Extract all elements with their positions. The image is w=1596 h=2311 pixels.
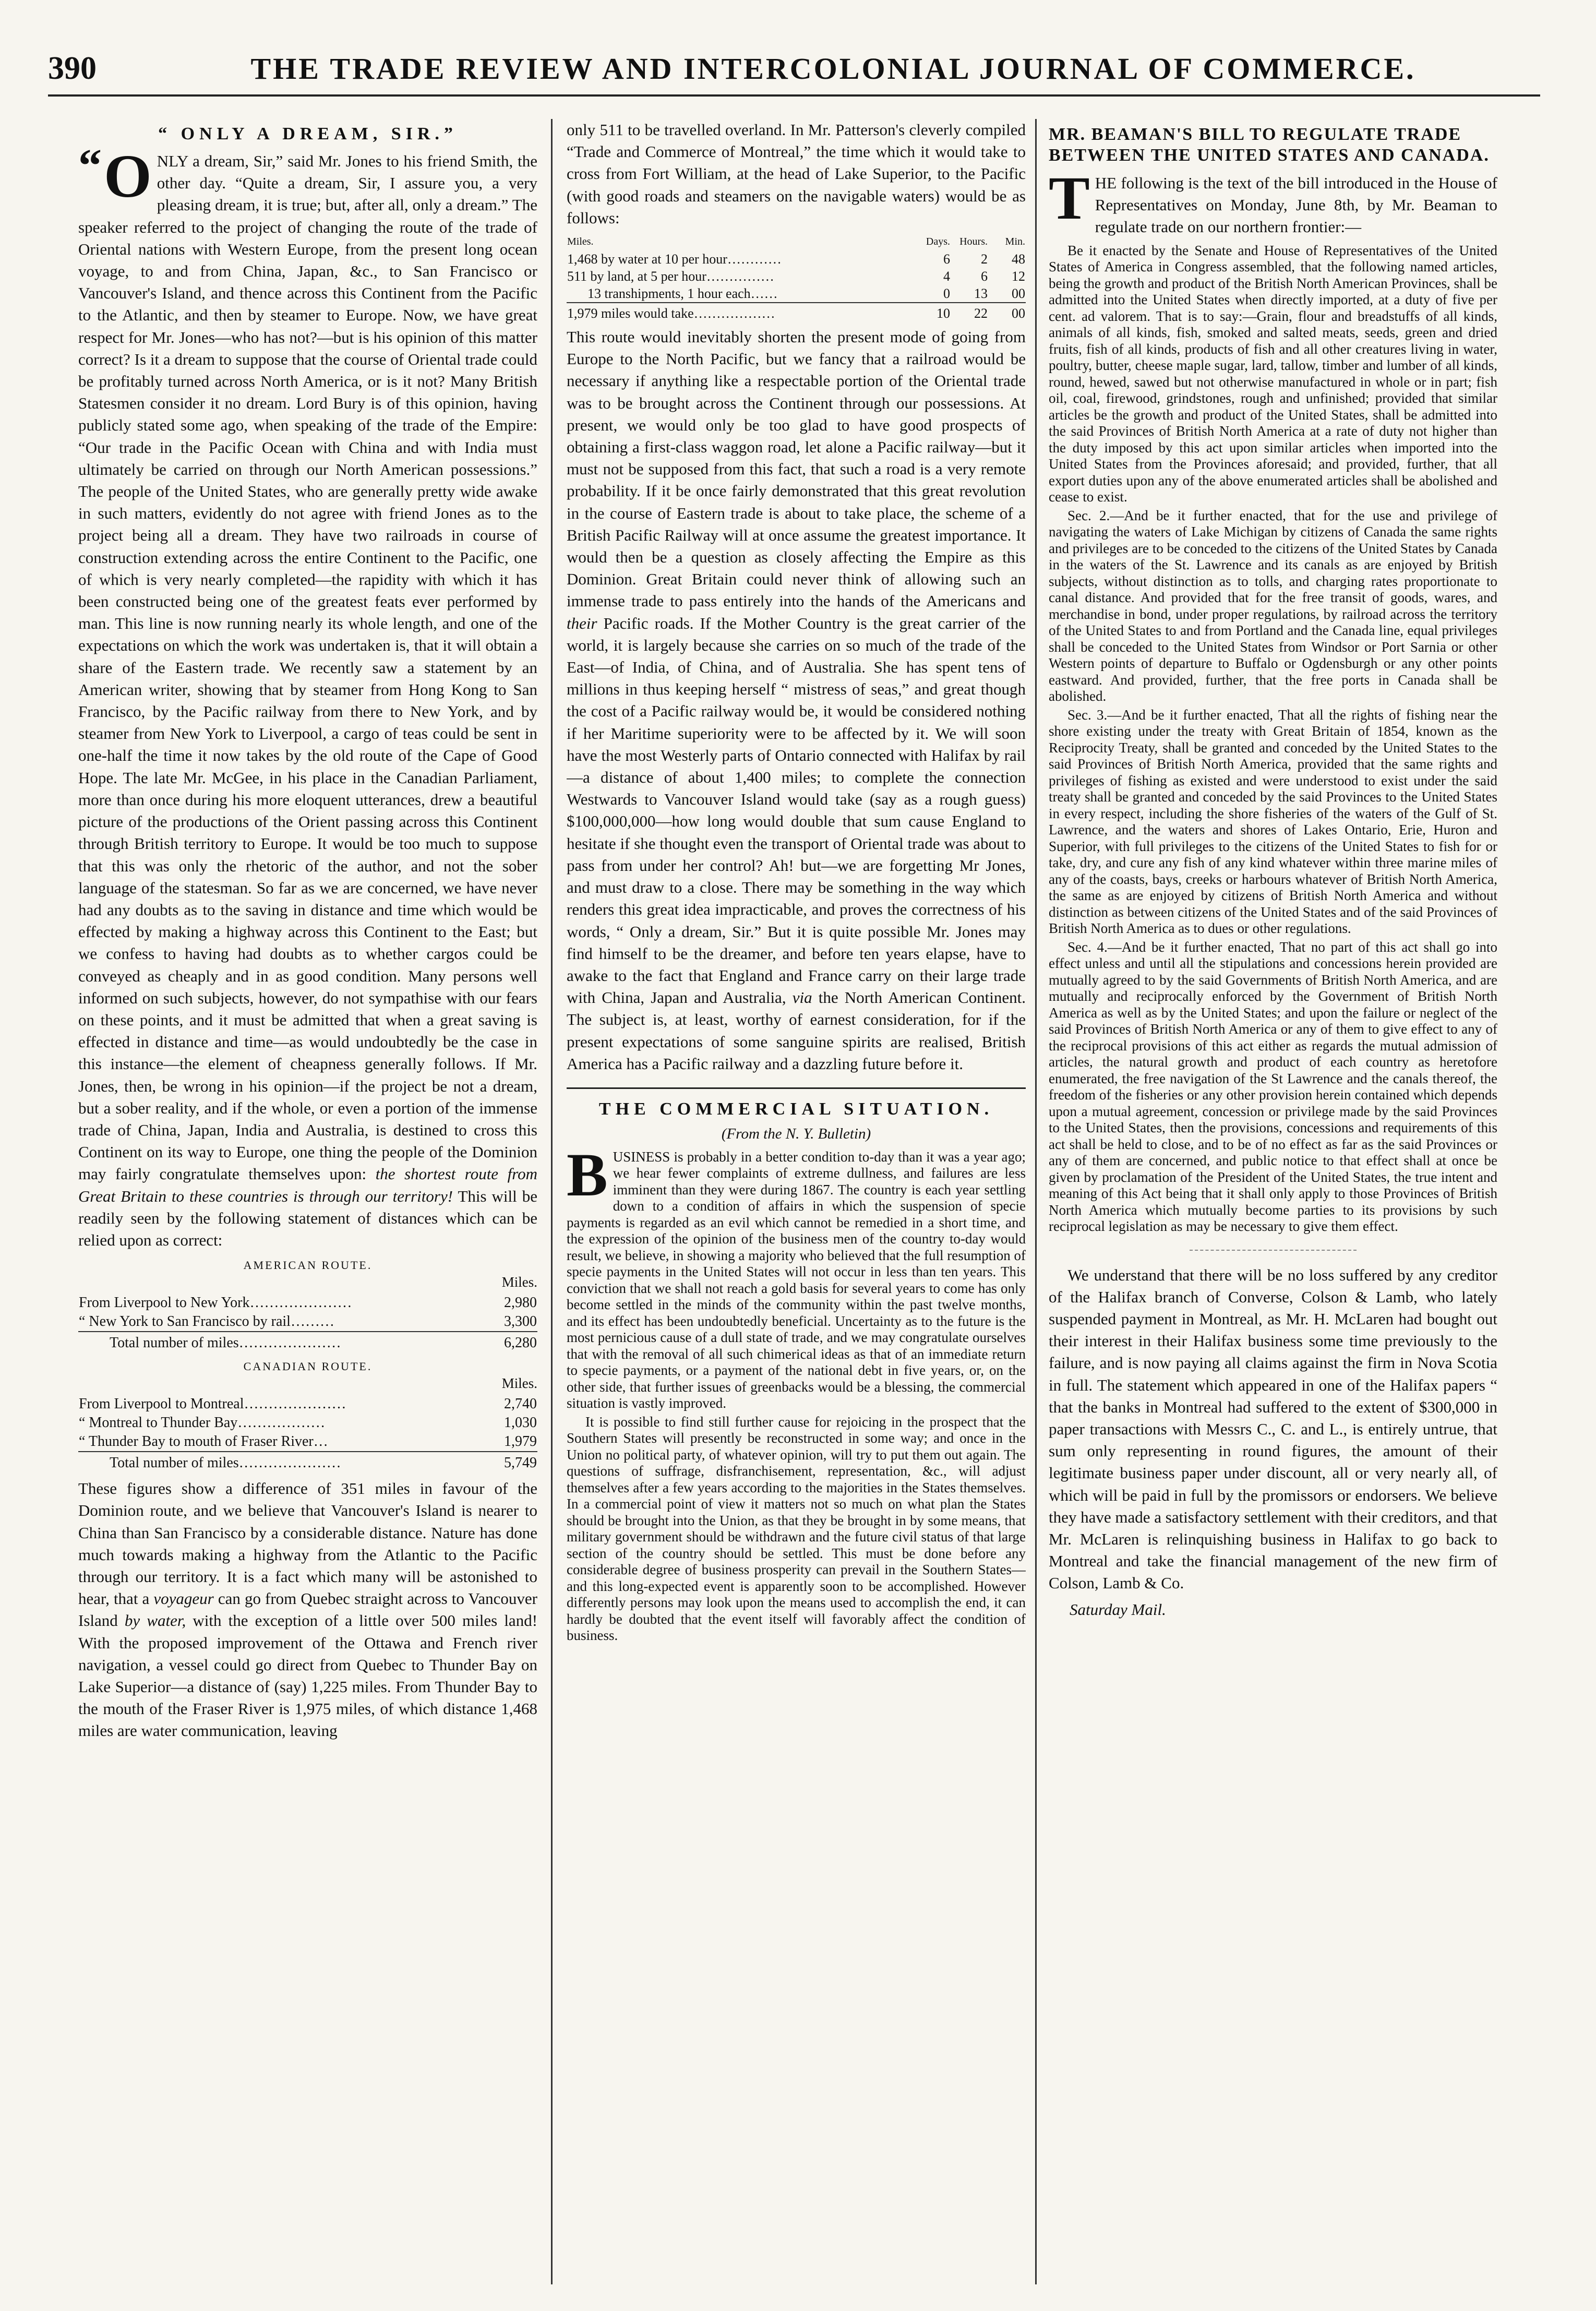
table-row (78, 1395, 537, 1414)
paragraph-text: This route would inevitably shorten the present mode of going from Europe to the North Pacific, but we fancy that a railroad would be necessary if anything like a respectable portion of the Oriental trade was to be brought across the Continent through our possessions. At present, we would only be too glad to have good prospects of obtaining a first-class waggon road, let alone a Pacific railway—but it must not be supposed from this fact, that such a road is a very remote probability. If it be once fairly demonstrated that this great revolution in the course of Eastern trade is about to take place, the scheme of a British Pacific Railway will at once assume the greatest importance. It would then be a question as closely affecting the Empire as this Dominion. Great Britain could never think of allowing such an immense trade to pass entirely into the hands of the Americans and (567, 328, 1026, 610)
article-title: MR. BEAMAN'S BILL TO REGULATE TRADE BETWEEN THE UNITED STATES AND CANADA. (1049, 125, 1490, 165)
miles-header: Miles. (501, 1274, 537, 1290)
paragraph-text: the North American Continent. The subject is, at least, worthy of earnest consideration, for if the present expectations of some sanguine spirits are realised, British America has a Pacific railway and a dazzling future before it. (567, 988, 1026, 1073)
paragraph-text: This will be readily seen by the following statement of distances which can be relied upon as correct: (78, 1187, 537, 1249)
article-divider (1190, 1250, 1357, 1251)
total-row (78, 1452, 537, 1472)
column-header: Miles. (567, 236, 594, 248)
bill-section: Sec. 3.—And be it further enacted, That all the rights of fishing near the shore existing under the treaty with Great Britain of 1854, known as the Reciprocity Treaty, shall be granted and conceded by the United States to the said Provinces of British North America, provided that the same rights and privileges of fishing as existed and were understood to exist under the said treaty shall be granted and conceded by the said Provinces to the United States in every respect, including the shore fisheries of the waters of the Gulf of St. Lawrence, and the waters and shores of Lakes Ontario, Erie, Huron and Superior, with full privileges to the citizens of the United States to fish for or take, dry, and cure any fish of any kind whatever within three marine miles of any of the coasts, bays, creeks or harbours whatever of British North America, the same as are enjoyed by citizens of British North America and without distinction as between citizens of the United States and of the said Provinces of British North America as to dues or other regulations. (1049, 707, 1497, 937)
column-2 (567, 119, 1026, 2295)
trip-hours: 2 (981, 252, 988, 267)
article-paragraph (78, 140, 537, 1251)
article-paragraph (567, 326, 1026, 1075)
column-rule (551, 119, 553, 2284)
drop-cap: T (1049, 164, 1090, 232)
table-row (567, 285, 1026, 303)
trip-hours: 22 (951, 303, 988, 322)
trip-minutes: 00 (1012, 286, 1025, 302)
article-paragraph: We understand that there will be no loss suffered by any creditor of the Halifax branch of Converse, Colson & Lamb, who lately suspended payment in Montreal, as Mr. H. McLaren had bought out their interest in their Halifax business some time previously to the failure, and is now paying all claims against the firm in Nova Scotia in full. The statement which appeared in one of the Halifax papers “ that the banks in Montreal had suffered to the extent of $300,000 in paper transactions with Messrs C., C. and L., is entirely untrue, that sum only representing in round figures, the amount of their legitimate business paper under discount, all or very nearly all, of which will be paid in full by the promissors or endorsers. We believe they have made a satisfactory settlement with their creditors, and that Mr. McLaren is relinquishing business in Halifax to go back to Montreal and take the financial management of the new firm of Colson, Lamb & Co. (1049, 1265, 1497, 1592)
miles-header: Miles. (501, 1375, 537, 1392)
total-miles: 6,280 (487, 1332, 537, 1352)
column-3 (1049, 119, 1497, 2295)
page-header (48, 50, 1540, 97)
italic-text: the shortest route from Great Britain to these countries is through our territory! (78, 1165, 537, 1205)
paragraph-text: HE following is the text of the bill introduced in the House of Representatives on Monday, June 8th, by Mr. Beaman to regulate trade on our northern frontier:— (1095, 174, 1497, 236)
trip-minutes: 00 (988, 303, 1026, 322)
route-miles: 2,740 (504, 1396, 537, 1412)
article-paragraph: It is possible to find still further cause for rejoicing in the prospect that the Southern States will presently be reconstructed in some way; and once in the Union no political party, of whatever opinion, will try to put them out again. The questions of suffrage, disfranchisement, representation, &c., will adjust themselves after a few years according to the majorities in the States themselves. In a commercial point of view it matters not so much on what plan the States should be brought into the Union, as that they be brought in by some means, that military government should be withdrawn and the future civil status of that large section of the country should be settled. This must be done before any considerable degree of business prosperity can prevail in the Southern States—and this long-expected event is apparently soon to be accomplished. However differently persons may look upon the means used to accomplish the end, it can hardly be doubted that the event itself will favorably affect the condition of business. (567, 1414, 1026, 1644)
italic-text: by water, (124, 1611, 186, 1630)
paragraph-text: These figures show a difference of 351 miles in favour of the Dominion route, and we believe that Vancouver's Island is nearer to China than San Francisco by a considerable distance. Nature has done much towards making a highway from the Atlantic to the Pacific through our territory. It is a fact which many will be astonished to hear, that a (78, 1479, 537, 1608)
canadian-route-title: CANADIAN ROUTE. (243, 1360, 373, 1373)
trip-days: 4 (943, 269, 950, 284)
total-miles: 5,749 (486, 1452, 537, 1472)
trip-label: 1,468 by water at 10 per hour………… (567, 252, 782, 267)
bill-section: Sec. 2.—And be it further enacted, that for the use and privilege of navigating the waters of Lake Michigan by citizens of Canada the same rights and privileges are to be conceded to the citizens of the United States by Canada in the waters of the St. Lawrence and its canals as are enjoyed by British subjects, without distinction as to tolls, and charging rates proportionate to canal distance. And provided that for the free transit of goods, wares, and merchandise in bond, under proper regulations, by railroad across the territory of the United States to and from Portland and the Canada line, equal privileges shall be conceded to the United States from Windsor or Port Sarnia or other Western points of departure to Buffalo or Ogdensburgh or any other points eastward. And provided, further, that the free ports in Canada shall be abolished. (1049, 507, 1497, 704)
table-row (567, 268, 1026, 285)
trip-total-label: 1,979 miles would take……………… (567, 303, 913, 322)
open-quote: “ (78, 140, 102, 191)
running-title: THE TRADE REVIEW AND INTERCOLONIAL JOURNAL OF COMMERCE. (250, 52, 1416, 86)
column-rule (1035, 119, 1037, 2284)
route-miles: 1,979 (504, 1433, 537, 1450)
column-1 (78, 119, 537, 2295)
trip-minutes: 48 (1012, 252, 1025, 267)
american-route-title: AMERICAN ROUTE. (243, 1259, 373, 1272)
total-row (78, 1332, 537, 1352)
article-paragraph: only 511 to be travelled overland. In Mr. Patterson's cleverly compiled “Trade and Commerce of Montreal,” the time which it would take to cross from Fort William, at the head of Lake Superior, to the Pacific (with good roads and steamers on the navigable waters) would be as follows: (567, 121, 1026, 227)
trip-days: 10 (913, 303, 951, 322)
total-label: Total number of miles………………… (78, 1332, 487, 1352)
paragraph-text: can go from Quebec straight across to Vancouver Island (78, 1589, 537, 1630)
total-label: Total number of miles………………… (78, 1452, 486, 1472)
article-title: “ ONLY A DREAM, SIR.” (158, 124, 458, 143)
page-number: 390 (48, 51, 97, 86)
travel-time-table (567, 233, 1026, 322)
route-label: “ Montreal to Thunder Bay……………… (79, 1415, 326, 1431)
trip-hours: 13 (974, 286, 988, 302)
route-miles: 3,300 (504, 1313, 537, 1330)
article-title: THE COMMERCIAL SITUATION. (598, 1099, 994, 1119)
table-row (78, 1294, 537, 1312)
paragraph-text: NLY a dream, Sir,” said Mr. Jones to his friend Smith, the other day. “Quite a dream, Sir, I assure you, a very pleasing dream, it is true; but, after all, only a dream.” The speaker referred to the project of changing the route of the trade of Oriental nations with Western Europe, from the present long ocean voyage, to and from China, Japan, &c., to San Francisco or Vancouver's Island, and thence across this Continent from the Pacific to the Atlantic, and then by steamer to Europe. Now, we have great respect for Mr. Jones—who has not?—but is his opinion of this matter correct? Is it a dream to suppose that the course of Oriental trade could be profitably turned across North America, or is it not? Many British Statesmen consider it no dream. Lord Bury is of this opinion, having publicly stated some ago, when speaking of the trade of the Empire: “Our trade in the Pacific Ocean with China and with India must ultimately be carried on through our North American possessions.” The people of the United States, who are generally pretty wide awake in such matters, evidently do not agree with friend Jones as to the project being all a dream. They have two railroads in course of construction extending across the entire Continent to the Pacific, one of which is very nearly completed—the rapidity with which it has been constructed being one of the greatest feats ever performed by man. This line is now running nearly its whole length, and one of the expectations on which the work was undertaken is, that it will obtain a share of the Eastern trade. We recently saw a statement by an American writer, showing that by steamer from Hong Kong to San Francisco, by the Pacific railway from there to New York, and by steamer from New York to Liverpool, a cargo of teas could be sent in one-half the time it now takes by the old route of the Cape of Good Hope. The late Mr. McGee, in his place in the Canadian Parliament, more than once during his more eloquent utterances, drew a beautiful picture of the productions of the Orient passing across this Continent through British territory to Europe. It would be too much to suppose that this was only the rhetoric of the author, and not the sober language of the statesman. So far as we are concerned, we have never had any doubts as to the saving in distance and time which would be effected by making a highway across this Continent to the East; but we confess to having had doubts as to whether cargos could be conveyed as cheaply and in as good condition. Many persons well informed on such subjects, however, do not sympathise with our fears on these points, and it must be admitted that when a great saving is effected in distance and time—as would undoubtedly be the case in this instance—the element of cheapness generally follows. If Mr. Jones, then, be wrong in his opinion—if the project be not a dream, but a sober reality, and if the whole, or even a portion of the immense trade of China, Japan, India and Australia, is destined to cross this Continent on its way to Europe, one thing the people of the Dominion may fairly congratulate themselves upon: (78, 152, 537, 1183)
american-route-table (78, 1294, 537, 1352)
route-label: From Liverpool to New York………………… (79, 1295, 352, 1311)
trip-label: 13 transhipments, 1 hour each…… (587, 286, 778, 302)
table-row (567, 250, 1026, 268)
article-divider (567, 1087, 1026, 1089)
column-header: Days. (926, 236, 950, 248)
trip-minutes: 12 (1012, 269, 1025, 284)
column-header: Hours. (959, 236, 988, 248)
bill-section: Sec. 4.—And be it further enacted, That no part of this act shall go into effect unless and until all the stipulations and concessions herein provided are mutually agreed to by the said Governments of British North America, and are mutually and reciprocally enforced by the Government of British North America as well as by the United States; and upon the failure or neglect of the said Provinces of British North America or any of them to give effect to any of the reciprocal provisions of this act either as regards the mutual admission of articles, the natural growth and product of each country as heretofore enumerated, the free navigation of the St Lawrence and the canals thereof, the freedom of the fisheries or any other provision herein contained which depends upon a mutual agreement, concession or privilege made by the said Provinces to the United States, then the provisions, concessions and requirements of this act shall be held to close, and to be of no effect as far as the said Provinces or any of them are concerned, and public notice to that effect shall at once be given by proclamation of the President of the United States, the true intent and meaning of this Act being that it shall only apply to those Provinces of British North America which mutually become parties to its provisions by such reciprocal legislation as may be necessary to give them effect. (1049, 939, 1497, 1235)
bill-section: Be it enacted by the Senate and House of Representatives of the United States of America in Congress assembled, that the following named articles, being the growth and product of the British North American Provinces, shall be admitted into the United States when directly imported, at a duty of five per cent. ad valorem. That is to say:—Grain, flour and breadstuffs of all kinds, animals of all kinds, fish, smoked and salted meats, seeds, green and dried fruits, fish of all kinds, products of fish and all other creatures living in water, poultry, butter, cheese maple sugar, lard, tallow, timber and lumber of all kinds, round, hewed, sawed but not otherwise manufactured in whole or in part; fish oil, coal, firewood, grindstones, rough and unfinished; provided that similar articles be the growth and product of the United States, shall be admitted into the said Provinces of British North America at a rate of duty not higher than the duty imposed by this act upon similar articles when imported into the United States from the Provinces aforesaid; and provided, further, that all export duties upon any of the above enumerated articles shall be abolished and cease to exist. (1049, 242, 1497, 505)
paragraph-text: USINESS is probably in a better condition to-day than it was a year ago; we hear fewer complaints of extreme dullness, and failures are less imminent than they were during 1867. The country is each year settling down to a condition of affairs in which the suspension of specie payments is regarded as an evil which cannot be remedied in a short time, and the expression of the opinion of the business men of the country to-day would result, we believe, in showing a majority who believed that the full resumption of specie payments in the United States will not occur in less than ten years. This conviction that we shall not reach a gold basis for several years to come has only become settled in the minds of the community within the past twelve months, and its effect has been undoubtedly beneficial. Uncertainty as to the future is the most pernicious cause of a dull state of trade, and we may congratulate ourselves that with the removal of all such chimerical ideas as that of an immediate return to specie payments, or a payment of the national debt in five years, or, on the other side, that further issues of greenbacks would be a blessing, the commercial situation is vastly improved. (567, 1148, 1026, 1411)
drop-cap: B (567, 1140, 608, 1209)
route-label: “ Thunder Bay to mouth of Fraser River… (79, 1433, 328, 1450)
italic-text: via (792, 988, 812, 1007)
trip-days: 6 (943, 252, 950, 267)
article-paragraph (1049, 164, 1497, 238)
italic-text: their (567, 614, 597, 632)
column-header: Min. (1005, 236, 1025, 248)
route-label: From Liverpool to Montreal………………… (79, 1396, 346, 1412)
article-paragraph (567, 1140, 1026, 1412)
trip-days: 0 (943, 286, 950, 302)
drop-cap: O (104, 142, 152, 210)
article-source: Saturday Mail. (1070, 1600, 1166, 1619)
table-row (78, 1312, 537, 1332)
article-paragraph (78, 1478, 537, 1742)
route-miles: 2,980 (504, 1295, 537, 1311)
total-row (567, 303, 1026, 322)
trip-label: 511 by land, at 5 per hour…………… (567, 269, 774, 284)
italic-text: voyageur (153, 1589, 214, 1608)
table-row (78, 1414, 537, 1432)
paragraph-text: with the exception of a little over 500 miles land! With the proposed improvement of the Ottawa and French river navigation, a vessel could go direct from Quebec to Thunder Bay on Lake Superior—a distance of (say) 1,225 miles. From Thunder Bay to the mouth of the Fraser River is 1,975 miles, of which distance 1,468 miles are water communication, leaving (78, 1611, 537, 1740)
route-miles: 1,030 (504, 1415, 537, 1431)
route-label: “ New York to San Francisco by rail……… (79, 1313, 334, 1330)
table-row (78, 1432, 537, 1452)
canadian-route-table (78, 1395, 537, 1472)
article-source: (From the N. Y. Bulletin) (721, 1125, 871, 1142)
trip-hours: 6 (981, 269, 988, 284)
paragraph-text: Pacific roads. If the Mother Country is the great carrier of the world, it is largely because she carries on so much of the trade of the East—of India, of China, and of Australia. She has spent tens of millions in thus keeping herself “ mistress of seas,” and great though the cost of a Pacific railway would be, it would be considered nothing if her Maritime superiority were to be affected by it. We will soon have the most Westerly parts of Ontario connected with Halifax by rail—a distance of about 1,400 miles; to complete the connection Westwards to Vancouver Island would take (say as a rough guess) $100,000,000—how long would double that sum cause England to hesitate if she thought even the transport of Oriental trade was about to pass from under her control? Ah! but—we are forgetting Mr Jones, and must draw to a close. There may be something in the way which renders this great idea impracticable, and proves the correctness of his words, “ Only a dream, Sir.” But it is quite possible Mr. Jones may find himself to be the dreamer, and before ten years elapse, have to awake to the fact that England and France carry on their large trade with China, Japan and Australia, (567, 614, 1026, 1007)
table-header-row (567, 233, 1026, 250)
